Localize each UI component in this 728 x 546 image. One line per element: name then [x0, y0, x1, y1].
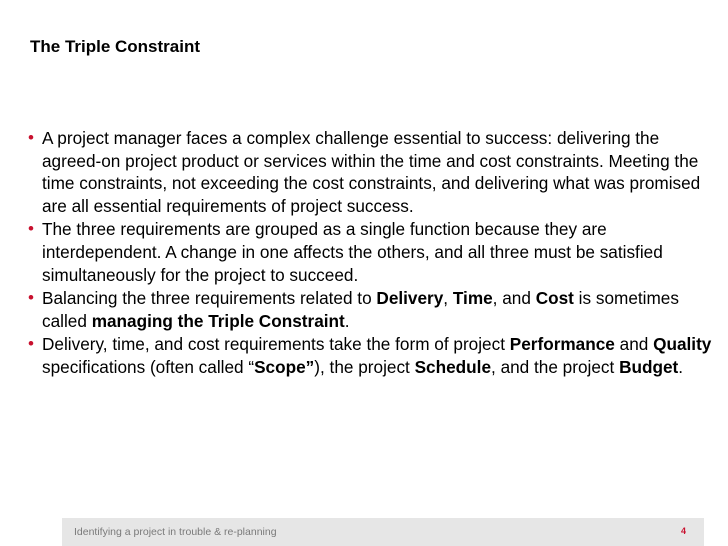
bullet-item — [28, 127, 718, 217]
bold-text: Delivery — [376, 288, 444, 309]
bullet-text: , — [443, 288, 453, 309]
bold-text: Cost — [535, 288, 574, 309]
bold-text: Budget — [619, 356, 679, 377]
bullet-marker: • — [28, 219, 34, 239]
bullet-item — [28, 287, 718, 332]
bullet-text: The three requirements are grouped as a single function because they are interdependent. A change in one affects the others, and all three must be satisfied simultaneously for the project to succeed. — [42, 219, 663, 285]
bullet-text: , and — [492, 288, 536, 309]
footer-bar — [62, 518, 704, 546]
bullet-item — [28, 218, 718, 286]
bullet-text: and — [614, 334, 654, 355]
bullet-marker: • — [28, 288, 34, 308]
bold-text: Quality — [653, 334, 712, 355]
bold-text: Schedule — [414, 356, 492, 377]
bold-text: Performance — [509, 334, 615, 355]
bullet-marker: • — [28, 128, 34, 147]
bullet-item — [28, 333, 718, 378]
bold-text: Scope” — [254, 356, 315, 377]
bullet-text: Delivery, time, and cost requirements take the form of project — [42, 334, 510, 355]
bold-text: Time — [452, 288, 493, 309]
bullet-text: Balancing the three requirements related to — [42, 288, 377, 309]
bullet-text: ), the project — [314, 356, 415, 377]
bullet-list — [28, 127, 718, 380]
bold-text: managing the Triple Constraint — [91, 310, 345, 331]
bullet-text: . — [678, 356, 684, 377]
page-number: 4 — [680, 526, 686, 536]
bullet-text: specifications (often called “ — [42, 356, 255, 377]
bullet-text: A project manager faces a complex challenge essential to success: delivering the agreed-on project product or services within the time and cost constraints. Meeting the time constraints, not exceeding the cost constraints, and delivering what was promised are all essential requirements of project success. — [42, 128, 701, 216]
bullet-text: . — [344, 310, 350, 331]
slide-title: The Triple Constraint — [30, 37, 201, 56]
footer-text: Identifying a project in trouble & re-planning — [74, 526, 277, 538]
bullet-text: is sometimes called — [42, 288, 679, 331]
bullet-text: , and the project — [491, 356, 620, 377]
bullet-marker: • — [28, 334, 34, 354]
